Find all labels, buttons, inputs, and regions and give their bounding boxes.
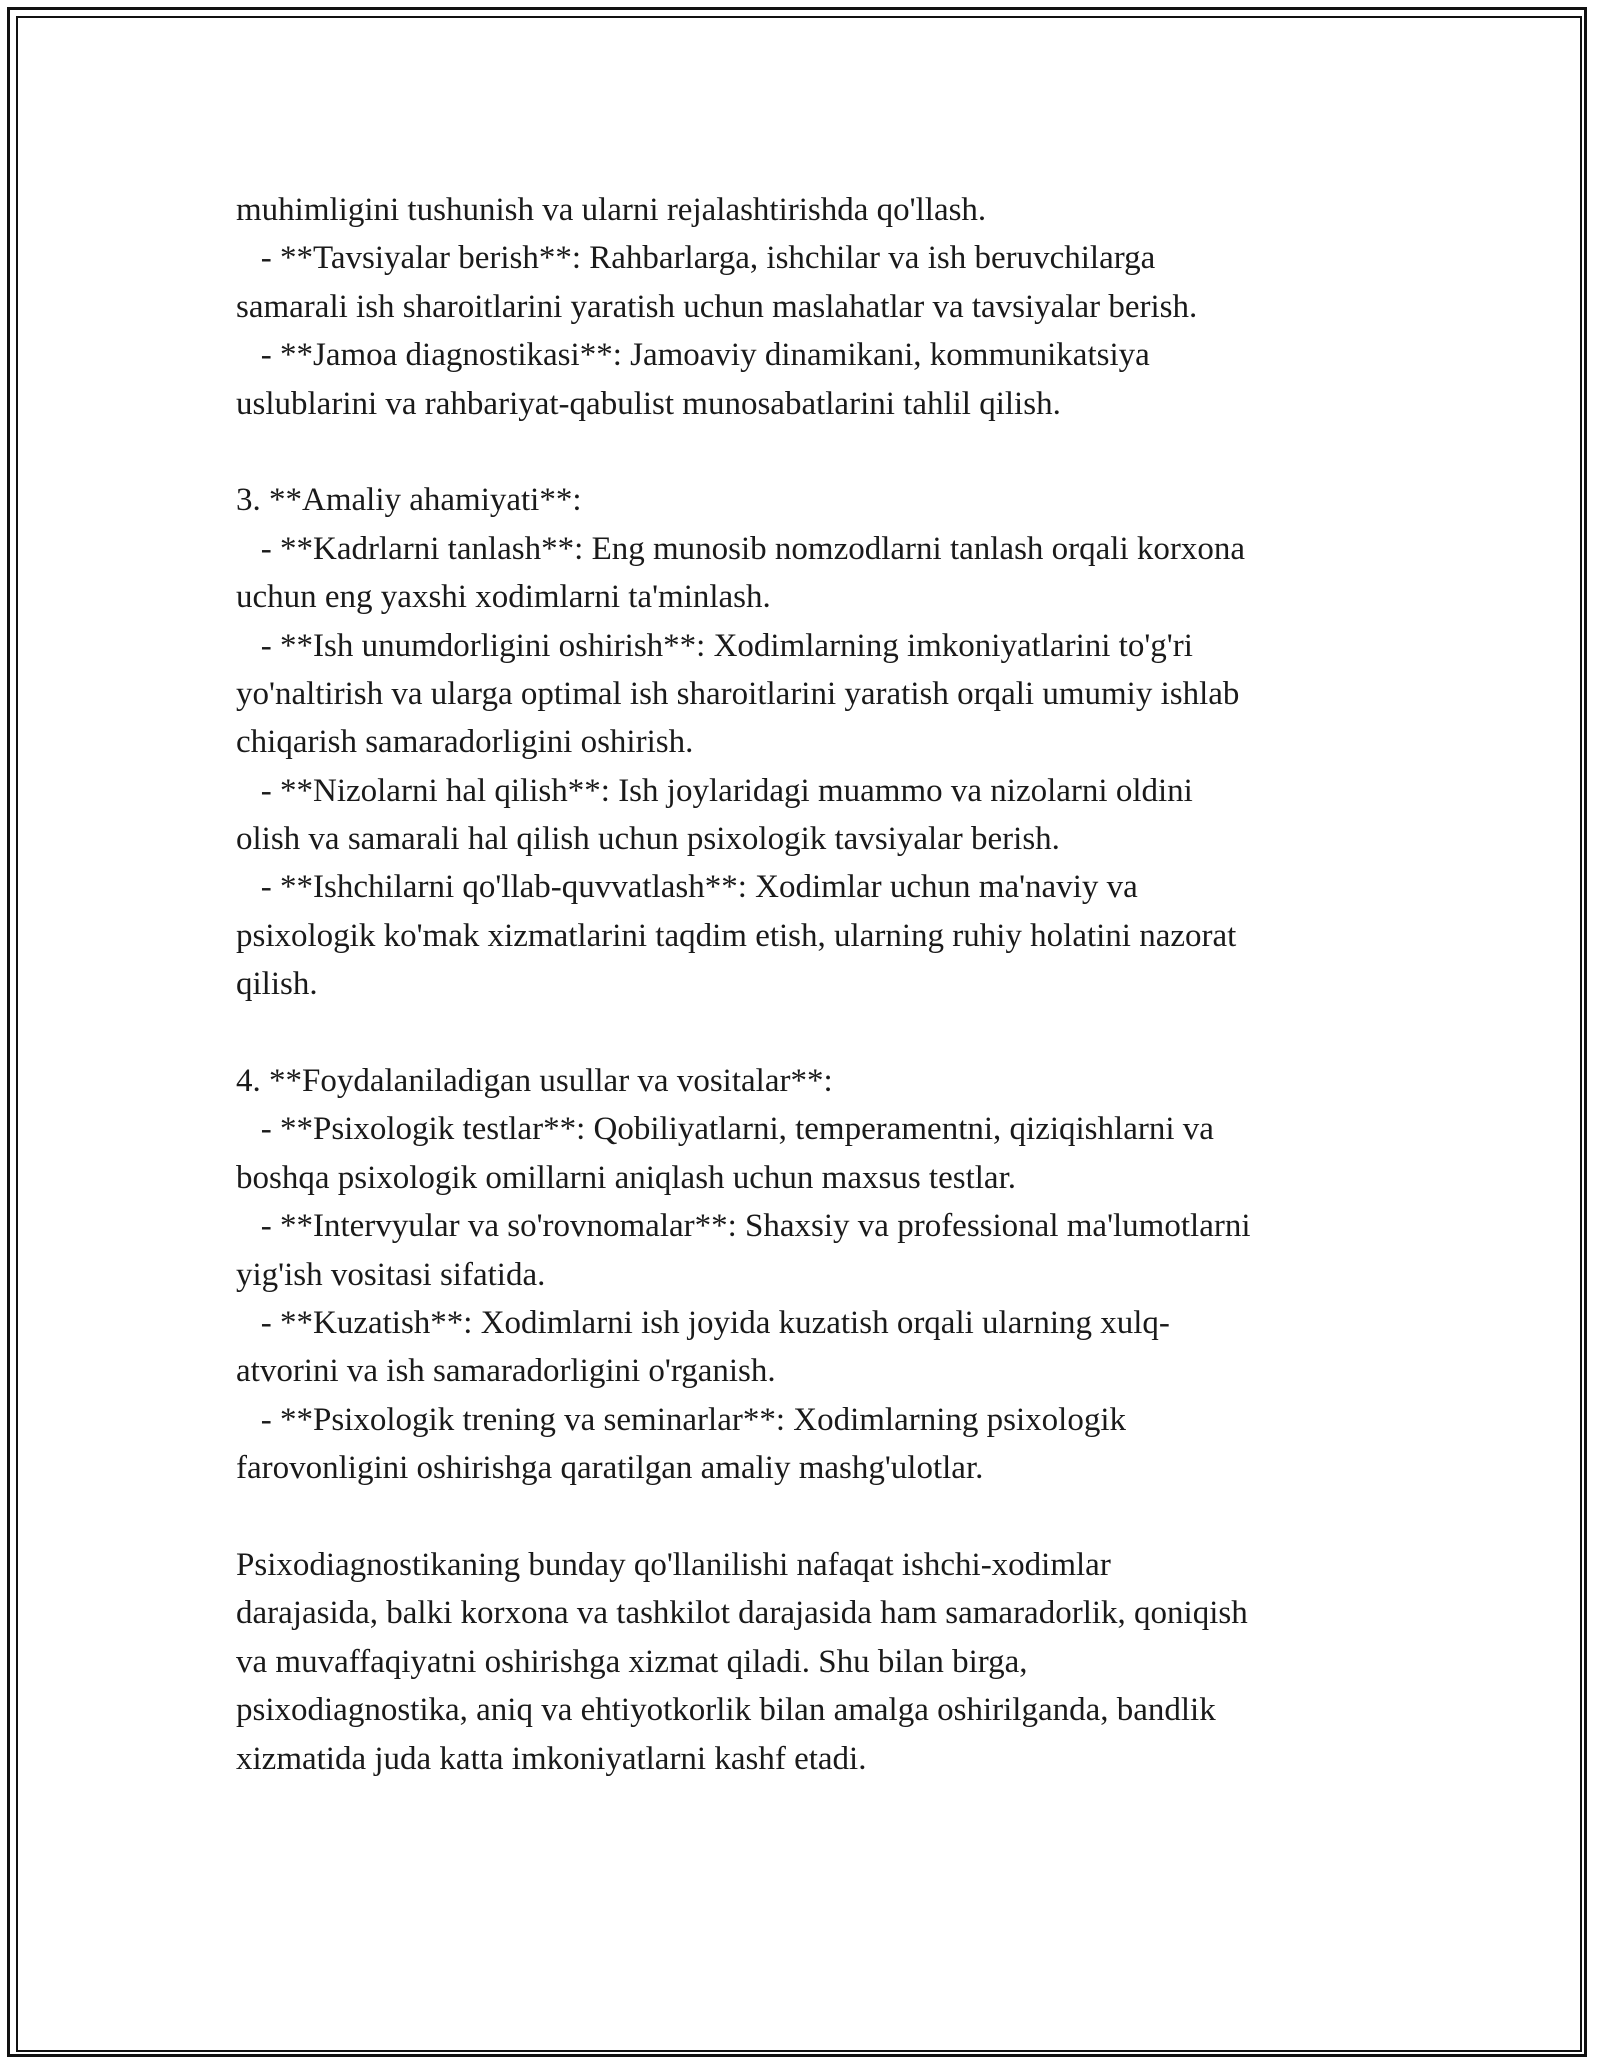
text-line: uslublarini va rahbariyat-qabulist munosabatlarini tahlil qilish. — [236, 385, 1061, 422]
text-line: - **Kuzatish**: Xodimlarni ish joyida kuzatish orqali ularning xulq- — [236, 1304, 1170, 1341]
paragraph-spacer — [236, 1493, 1366, 1541]
text-line: - **Kadrlarni tanlash**: Eng munosib nomzodlarni tanlash orqali korxona — [236, 530, 1246, 567]
paragraph-spacer — [236, 428, 1366, 476]
paragraph — [236, 1057, 1366, 1493]
paragraph-spacer — [236, 1009, 1366, 1057]
text-line: yo'naltirish va ularga optimal ish sharoitlarini yaratish orqali umumiy ishlab — [236, 675, 1240, 712]
text-line: darajasida, balki korxona va tashkilot darajasida ham samaradorlik, qoniqish — [236, 1595, 1248, 1632]
text-line: xizmatida juda katta imkoniyatlarni kashf etadi. — [236, 1740, 867, 1777]
paragraph — [236, 476, 1366, 1008]
text-line: - **Psixologik testlar**: Qobiliyatlarni, temperamentni, qiziqishlarni va — [236, 1111, 1214, 1148]
text-line: yig'ish vositasi sifatida. — [236, 1256, 546, 1293]
paragraph — [236, 1541, 1366, 1783]
text-line: 3. **Amaliy ahamiyati**: — [236, 482, 582, 519]
text-line: farovonligini oshirishga qaratilgan amaliy mashg'ulotlar. — [236, 1450, 984, 1487]
text-line: psixologik ko'mak xizmatlarini taqdim etish, ularning ruhiy holatini nazorat — [236, 917, 1237, 954]
text-line: boshqa psixologik omillarni aniqlash uchun maxsus testlar. — [236, 1159, 1016, 1196]
text-line: - **Psixologik trening va seminarlar**: Xodimlarning psixologik — [236, 1401, 1126, 1438]
text-line: samarali ish sharoitlarini yaratish uchun maslahatlar va tavsiyalar berish. — [236, 288, 1198, 325]
text-line: olish va samarali hal qilish uchun psixologik tavsiyalar berish. — [236, 821, 1060, 858]
text-line: - **Tavsiyalar berish**: Rahbarlarga, ishchilar va ish beruvchilarga — [236, 240, 1156, 277]
text-line: atvorini va ish samaradorligini o'rganish. — [236, 1353, 776, 1390]
text-line: uchun eng yaxshi xodimlarni ta'minlash. — [236, 579, 771, 616]
text-line: Psixodiagnostikaning bunday qo'llanilishi nafaqat ishchi-xodimlar — [236, 1546, 1111, 1583]
text-line: - **Jamoa diagnostikasi**: Jamoaviy dinamikani, kommunikatsiya — [236, 337, 1150, 374]
text-line: 4. **Foydalaniladigan usullar va vositalar**: — [236, 1063, 833, 1100]
text-line: qilish. — [236, 966, 318, 1003]
paragraph — [236, 186, 1366, 428]
text-line: - **Nizolarni hal qilish**: Ish joylaridagi muammo va nizolarni oldini — [236, 772, 1193, 809]
text-line: - **Intervyular va so'rovnomalar**: Shaxsiy va professional ma'lumotlarni — [236, 1208, 1251, 1245]
text-line: chiqarish samaradorligini oshirish. — [236, 724, 694, 761]
document-body — [236, 186, 1366, 1783]
text-line: va muvaffaqiyatni oshirishga xizmat qiladi. Shu bilan birga, — [236, 1643, 1028, 1680]
text-line: - **Ish unumdorligini oshirish**: Xodimlarning imkoniyatlarini to'g'ri — [236, 627, 1193, 664]
text-line: - **Ishchilarni qo'llab-quvvatlash**: Xodimlar uchun ma'naviy va — [236, 869, 1138, 906]
text-line: psixodiagnostika, aniq va ehtiyotkorlik bilan amalga oshirilganda, bandlik — [236, 1692, 1216, 1729]
text-line: muhimligini tushunish va ularni rejalashtirishda qo'llash. — [236, 192, 987, 228]
